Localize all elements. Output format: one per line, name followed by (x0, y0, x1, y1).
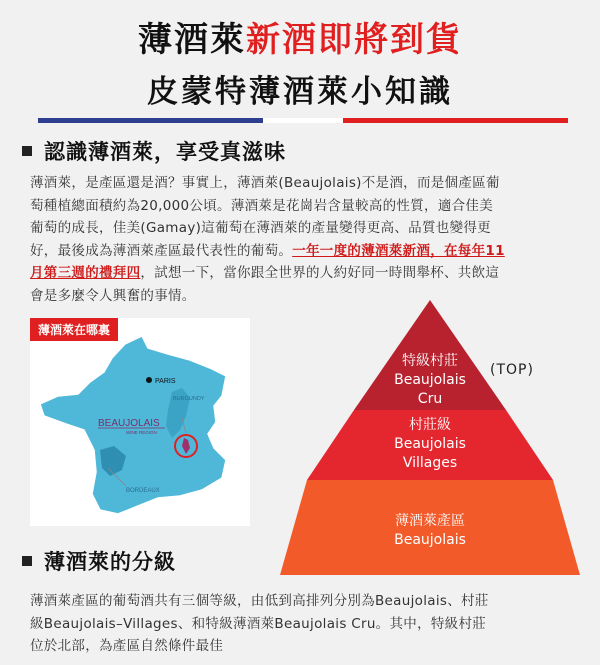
pyramid-bottom-line: 薄酒萊產區 (395, 513, 465, 529)
flag-bar-red (343, 118, 568, 123)
beaujolais-label: BEAUJOLAIS (98, 418, 160, 429)
highlight-text: 一年一度的薄酒萊新酒，在每年11 (292, 242, 505, 259)
section1-heading-text: 認識薄酒萊，享受真滋味 (44, 140, 286, 164)
pyramid-middle-line: Villages (402, 455, 458, 471)
pyramid-top-line: 特級村莊 (402, 353, 458, 369)
para-line: 位於北部，為產區自然條件最佳 (30, 638, 224, 654)
section1-heading (22, 136, 286, 166)
sub-title: 皮蒙特薄酒萊小知識 (147, 74, 453, 110)
section2-paragraph (30, 590, 575, 658)
para-line: 葡萄的成長，佳美(Gamay)這葡萄在薄酒萊的產量變得更高、品質也變得更 (30, 220, 491, 236)
main-title-part1: 薄酒萊 (138, 20, 246, 60)
flag-bar-blue (38, 118, 263, 123)
pyramid-bottom-text (360, 512, 500, 550)
bullet-square-icon (22, 556, 32, 566)
paris-dot-icon (146, 377, 152, 383)
para-line (30, 240, 575, 263)
section2-heading-text: 薄酒萊的分級 (44, 550, 176, 574)
map-label: 薄酒萊在哪裏 (30, 318, 118, 341)
france-map-graphic (30, 318, 250, 526)
pyramid-top-line: Cru (417, 391, 443, 407)
burgundy-label: BURGUNDY (173, 396, 205, 402)
pyramid-middle-text (360, 416, 500, 473)
france-map (30, 318, 250, 526)
pyramid-middle-line: Beaujolais (394, 436, 466, 452)
para-line: 會是多麼令人興奮的事情。 (30, 287, 196, 304)
bordeaux-label: BORDEAUX (126, 488, 160, 494)
main-title (0, 12, 600, 61)
flag-bar-white (263, 118, 343, 123)
para-line-text: 好，最後成為薄酒萊產區最代表性的葡萄。 (30, 242, 293, 259)
para-line-text: ，試想一下，當你跟全世界的人約好同一時間舉杯、共飲這 (140, 265, 500, 281)
para-line: 薄酒萊，是產區還是酒？事實上，薄酒萊(Beaujolais)不是酒，而是個產區葡 (30, 175, 500, 191)
section1-paragraph (30, 172, 575, 307)
highlight-text: 月第三週的禮拜四 (30, 265, 141, 281)
para-line: 萄種植總面積約為20,000公頃。薄酒萊是花崗岩含量較高的性質，適合佳美 (30, 197, 494, 214)
pyramid-top-text (360, 352, 500, 409)
bullet-square-icon (22, 146, 32, 156)
section2-heading (22, 546, 176, 576)
para-line: 薄酒萊產區的葡萄酒共有三個等級，由低到高排列分別為Beaujolais、村莊 (30, 593, 489, 609)
para-line: 級Beaujolais–Villages、和特級薄酒萊Beaujolais Cru。其中，特級村莊 (30, 615, 487, 632)
pyramid-top-tag: (TOP) (490, 362, 534, 378)
pyramid-top-line: Beaujolais (394, 372, 466, 388)
para-line (30, 262, 575, 285)
paris-label: PARIS (155, 378, 176, 385)
main-title-part2: 新酒即將到貨 (246, 20, 462, 60)
pyramid-bottom-line: Beaujolais (394, 532, 466, 548)
beaujolais-sub-label: WINE REGION (126, 430, 157, 435)
pyramid-middle-line: 村莊級 (409, 417, 451, 433)
